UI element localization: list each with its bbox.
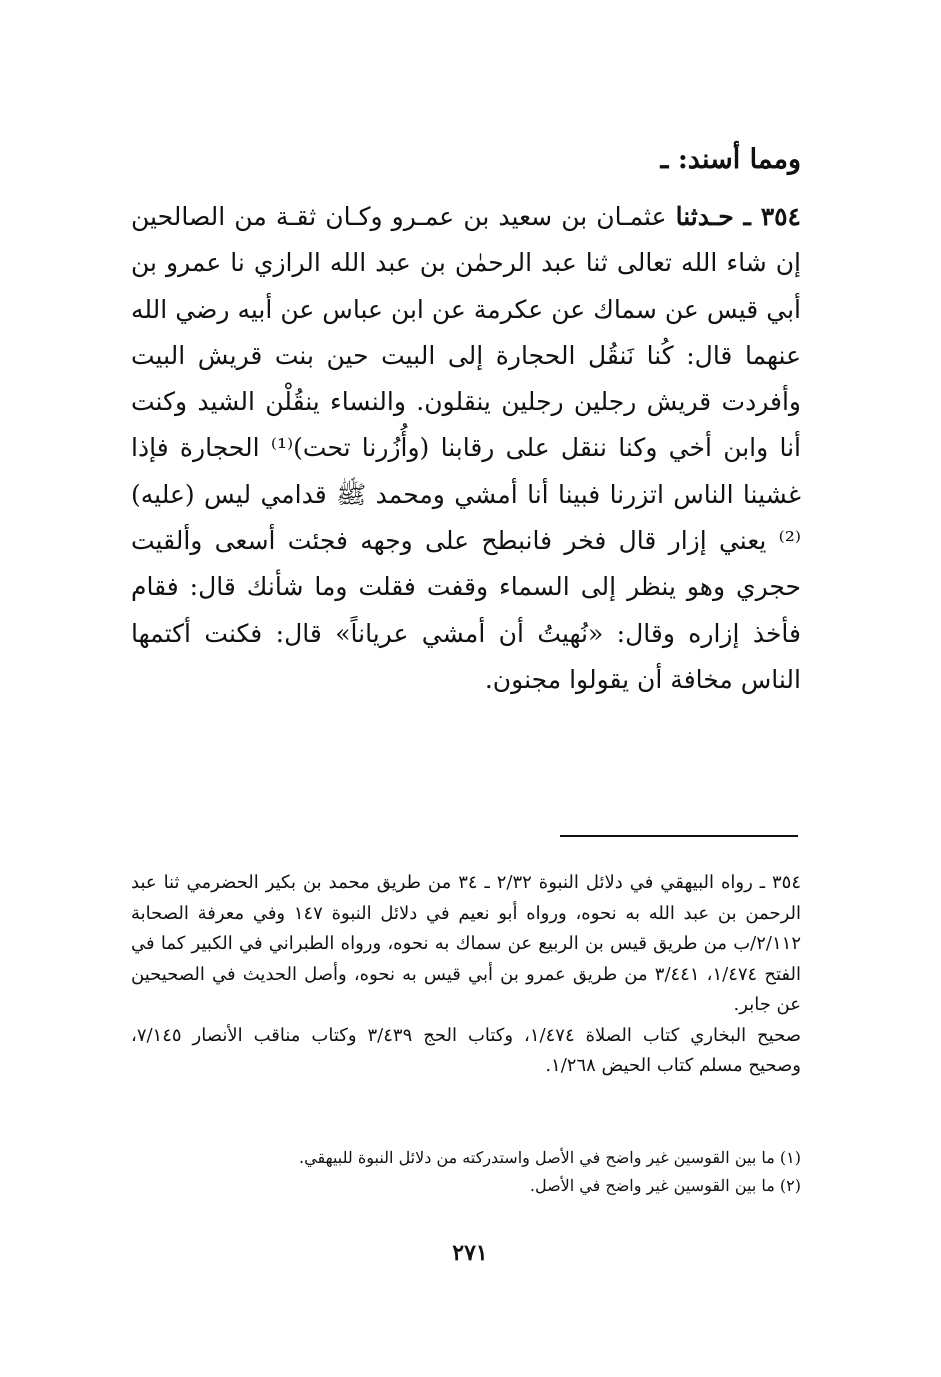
editor-note: (٢) ما بين القوسين غير واضح في الأصل. bbox=[529, 1176, 801, 1195]
page-number: ٢٧١ bbox=[452, 1240, 488, 1266]
hadith-body: عثمـان بن سعيد بن عمـرو وكـان ثقـة من الصالحين إن شاء الله تعالى ثنا عبد الرحمٰن بن عبد الله الرازي نا عمرو بن أبي قيس عن سماك عن عكرمة عن ابن عباس عن أبيه رضي الله عنهما قال: كُنا نَنقُل الحجارة إلى البيت حين بنت قريش البيت وأفردت قريش رجلين رجلين ينقلون. والنساء ينقُلْن الشيد وكنت أنا وابن أخي وكنا ننقل على رقابنا (وأُزُرنا تحت)⁽¹⁾ الحجارة فإذا غشينا الناس اتزرنا فبينا أنا أمشي ومحمد ﷺ قدامي ليس (عليه)⁽²⁾ يعني إزار قال فخر فانبطح على وجهه فجئت أسعى وألقيت حجري وهو ينظر إلى السماء وقفت فقلت وما شأنك قال: فقام فأخذ إزاره وقال: «نُهيتُ أن أمشي عرياناً» قال: فكنت أكتمها الناس مخافة أن يقولوا مجنون. bbox=[131, 202, 801, 694]
hadith-text bbox=[131, 194, 801, 703]
footnote-divider bbox=[560, 835, 798, 837]
footnote-paragraph: صحيح البخاري كتاب الصلاة ١/٤٧٤، وكتاب الحج ٣/٤٣٩ وكتاب مناقب الأنصار ٧/١٤٥، وصحيح مسلم كتاب الحيض ١/٢٦٨. bbox=[131, 1024, 801, 1076]
editor-notes bbox=[131, 1144, 801, 1200]
footnote-paragraph: ٣٥٤ ـ رواه البيهقي في دلائل النبوة ٢/٣٢ ـ ٣٤ من طريق محمد بن بكير الحضرمي ثنا عبد الرحمن بن عبد الله به نحوه، ورواه أبو نعيم في دلائل النبوة ١٤٧ وفي معرفة الصحابة ٢/١١٢/ب من طريق قيس بن الربيع عن سماك به نحوه، ورواه الطبراني في الكبير كما في الفتح ١/٤٧٤، ٣/٤٤١ من طريق عمرو بن أبي قيس به نحوه، وأصل الحديث في الصحيحين عن جابر. bbox=[131, 872, 801, 1015]
section-heading: ومما أسند: ـ bbox=[660, 144, 801, 175]
hadith-lead: ٣٥٤ ـ حـدثنا bbox=[675, 202, 801, 231]
editor-note: (١) ما بين القوسين غير واضح في الأصل واستدركته من دلائل النبوة للبيهقي. bbox=[299, 1148, 801, 1167]
takhrij-footnote bbox=[131, 868, 801, 1082]
